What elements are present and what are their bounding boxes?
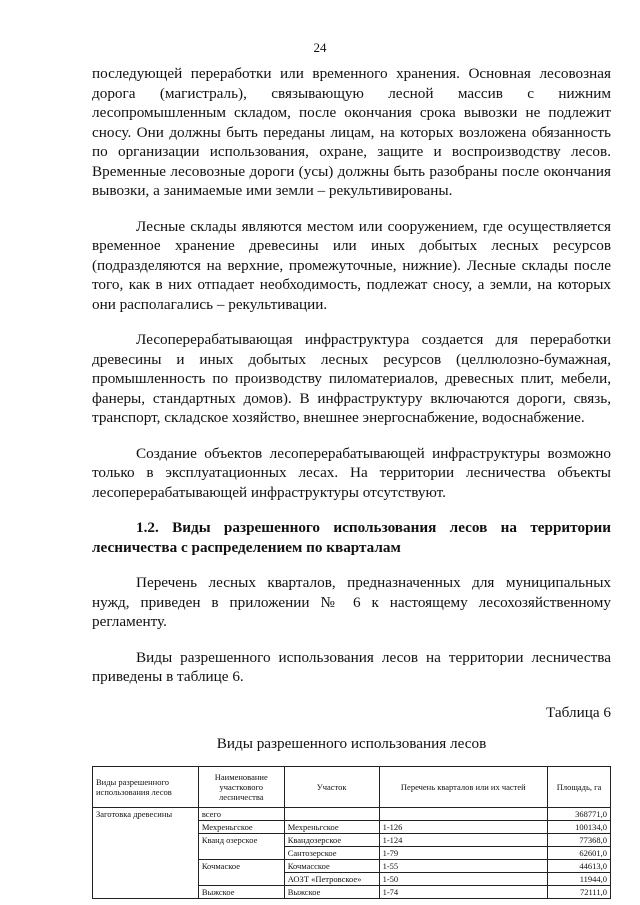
- cell-quarters: [379, 807, 548, 820]
- table-title: Виды разрешенного использования лесов: [216, 735, 487, 752]
- cell-plot: Квандозерское: [284, 833, 379, 846]
- table-row: [93, 820, 611, 833]
- cell-area: 77368,0: [548, 833, 611, 846]
- table-row: [93, 807, 611, 820]
- cell-district: всего: [198, 807, 284, 820]
- paragraph-2: Лесные склады являются местом или сооружением, где осуществляется временное хранение древесины или иных добытых лесных ресурсов (подразделяются на верхние, промежуточные, нижние). Лесные склады после того, как в них отпадает необходимость, подлежат сносу, а земли, на которых они располагались – рекультивации.: [92, 217, 611, 313]
- table-caption: Таблица 6: [546, 703, 611, 721]
- cell-district: [198, 846, 284, 859]
- page-number: 24: [313, 40, 327, 55]
- cell-plot: [284, 807, 379, 820]
- table-row: [93, 872, 611, 885]
- cell-quarters: 1-124: [379, 833, 548, 846]
- header-plot: Участок: [284, 766, 379, 807]
- cell-plot: Кочмасское: [284, 859, 379, 872]
- cell-quarters: 1-126: [379, 820, 548, 833]
- paragraph-4: Создание объектов лесоперерабатывающей инфраструктуры возможно только в эксплуатационных лесах. На территории лесничества объекты лесоперерабатывающей инфраструктуры отсутствуют.: [92, 444, 611, 501]
- table-header-row: [93, 766, 611, 807]
- cell-plot: АОЗТ «Петровское»: [284, 872, 379, 885]
- cell-quarters: 1-55: [379, 859, 548, 872]
- cell-quarters: 1-74: [379, 885, 548, 898]
- header-area: Площадь, га: [548, 766, 611, 807]
- document-body: [92, 64, 611, 899]
- cell-district: Выжское: [198, 885, 284, 898]
- cell-area: 72111,0: [548, 885, 611, 898]
- forest-use-table: [92, 766, 611, 899]
- cell-area: 62601,0: [548, 846, 611, 859]
- paragraph-1: последующей переработки или временного хранения. Основная лесовозная дорога (магистраль), связывающую лесной массив с нижним лесопромышленным складом, после окончания срока вывозки не подлежит сносу. Они должны быть переданы лицам, на которых возложена обязанность по организации использования, охране, защите и воспроизводству лесов. Временные лесовозные дороги (усы) должны быть разобраны после окончания вывозки, а занимаемые ими земли – рекультивированы.: [92, 65, 611, 199]
- cell-use-type: [93, 833, 199, 846]
- cell-area: 368771,0: [548, 807, 611, 820]
- cell-area: 11944,0: [548, 872, 611, 885]
- paragraph-3: Лесоперерабатывающая инфраструктура создается для переработки древесины и иных добытых лесных ресурсов (целлюлозно-бумажная, промышленность по производству пиломатериалов, древесных плит, мебели, фанеры, стандартных домов). В инфраструктуру включаются дороги, связь, транспорт, складское хозяйство, внешнее энергоснабжение, водоснабжение.: [92, 331, 611, 426]
- paragraph-5: Перечень лесных кварталов, предназначенных для муниципальных нужд, приведен в приложении № 6 к настоящему лесохозяйственному регламенту.: [92, 574, 611, 630]
- section-heading: 1.2. Виды разрешенного использования лесов на территории лесничества с распределением по кварталам: [92, 519, 611, 556]
- header-use-type: Виды разрешенного использования лесов: [93, 766, 199, 807]
- table-row: [93, 846, 611, 859]
- header-quarters: Перечень кварталов или их частей: [379, 766, 548, 807]
- cell-area: 44613,0: [548, 859, 611, 872]
- cell-use-type: [93, 846, 199, 859]
- paragraph-6: Виды разрешенного использования лесов на территории лесничества приведены в таблице 6.: [92, 648, 611, 685]
- cell-use-type: [93, 820, 199, 833]
- table-row: [93, 833, 611, 846]
- cell-quarters: 1-79: [379, 846, 548, 859]
- cell-district: Кочмаское: [198, 859, 284, 872]
- cell-district: [198, 872, 284, 885]
- table-row: [93, 859, 611, 872]
- cell-use-type: [93, 885, 199, 898]
- cell-plot: Сантозерское: [284, 846, 379, 859]
- table-row: [93, 885, 611, 898]
- cell-use-type: [93, 872, 199, 885]
- header-district: Наименование участкового лесничества: [198, 766, 284, 807]
- cell-use-type: [93, 859, 199, 872]
- cell-district: Мехреньгское: [198, 820, 284, 833]
- cell-district: Кванд озерское: [198, 833, 284, 846]
- cell-quarters: 1-50: [379, 872, 548, 885]
- cell-use-type: Заготовка древесины: [93, 807, 199, 820]
- cell-plot: Мехреньгское: [284, 820, 379, 833]
- cell-area: 100134,0: [548, 820, 611, 833]
- cell-plot: Выжское: [284, 885, 379, 898]
